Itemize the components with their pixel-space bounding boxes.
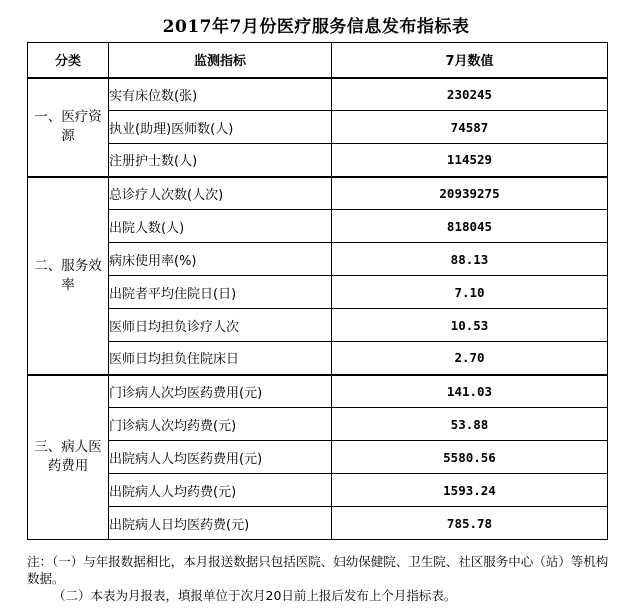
table-row [28, 507, 608, 540]
metric-cell: 实有床位数(张) [109, 78, 332, 111]
table-row [28, 309, 608, 342]
table-row [28, 408, 608, 441]
table-row [28, 144, 608, 177]
value-cell: 5580.56 [332, 441, 608, 474]
metric-cell: 医师日均担负诊疗人次 [109, 309, 332, 342]
value-cell: 88.13 [332, 243, 608, 276]
value-cell: 230245 [332, 78, 608, 111]
value-cell: 2.70 [332, 342, 608, 375]
table-header-row [28, 43, 608, 78]
table-row [28, 474, 608, 507]
value-cell: 20939275 [332, 177, 608, 210]
value-cell: 74587 [332, 111, 608, 144]
table-row [28, 111, 608, 144]
value-cell: 141.03 [332, 375, 608, 408]
metric-cell: 出院病人人均医药费用(元) [109, 441, 332, 474]
table-row [28, 177, 608, 210]
metric-cell: 注册护士数(人) [109, 144, 332, 177]
table-row [28, 375, 608, 408]
header-metric: 监测指标 [109, 43, 332, 78]
value-cell: 818045 [332, 210, 608, 243]
table-row [28, 441, 608, 474]
value-cell: 7.10 [332, 276, 608, 309]
table-row [28, 78, 608, 111]
footnote-1: 注：（一）与年报数据相比，本月报送数据只包括医院、妇幼保健院、卫生院、社区服务中心（站）等机构数据。 [27, 554, 609, 586]
metric-cell: 门诊病人次均医药费用(元) [109, 375, 332, 408]
value-cell: 114529 [332, 144, 608, 177]
table-row [28, 276, 608, 309]
footnotes [27, 553, 612, 604]
value-cell: 785.78 [332, 507, 608, 540]
category-cell-resources: 一、医疗资源 [28, 78, 109, 177]
metric-cell: 出院病人日均医药费(元) [109, 507, 332, 540]
table-row [28, 210, 608, 243]
category-cell-expenses: 三、病人医药费用 [28, 375, 109, 540]
metric-cell: 总诊疗人次数(人次) [109, 177, 332, 210]
header-value: 7月数值 [332, 43, 608, 78]
metric-cell: 病床使用率(%) [109, 243, 332, 276]
metric-cell: 门诊病人次均药费(元) [109, 408, 332, 441]
category-cell-efficiency: 二、服务效率 [28, 177, 109, 375]
table-row [28, 243, 608, 276]
indicator-table [27, 42, 608, 540]
metric-cell: 执业(助理)医师数(人) [109, 111, 332, 144]
metric-cell: 出院病人人均药费(元) [109, 474, 332, 507]
metric-cell: 出院者平均住院日(日) [109, 276, 332, 309]
value-cell: 10.53 [332, 309, 608, 342]
footnote-2: （二）本表为月报表，填报单位于次月20日前上报后发布上个月指标表。 [53, 588, 457, 603]
page-title: 2017年7月份医疗服务信息发布指标表 [162, 17, 470, 37]
value-cell: 1593.24 [332, 474, 608, 507]
header-category: 分类 [28, 43, 109, 78]
metric-cell: 医师日均担负住院床日 [109, 342, 332, 375]
metric-cell: 出院人数(人) [109, 210, 332, 243]
value-cell: 53.88 [332, 408, 608, 441]
table-row [28, 342, 608, 375]
